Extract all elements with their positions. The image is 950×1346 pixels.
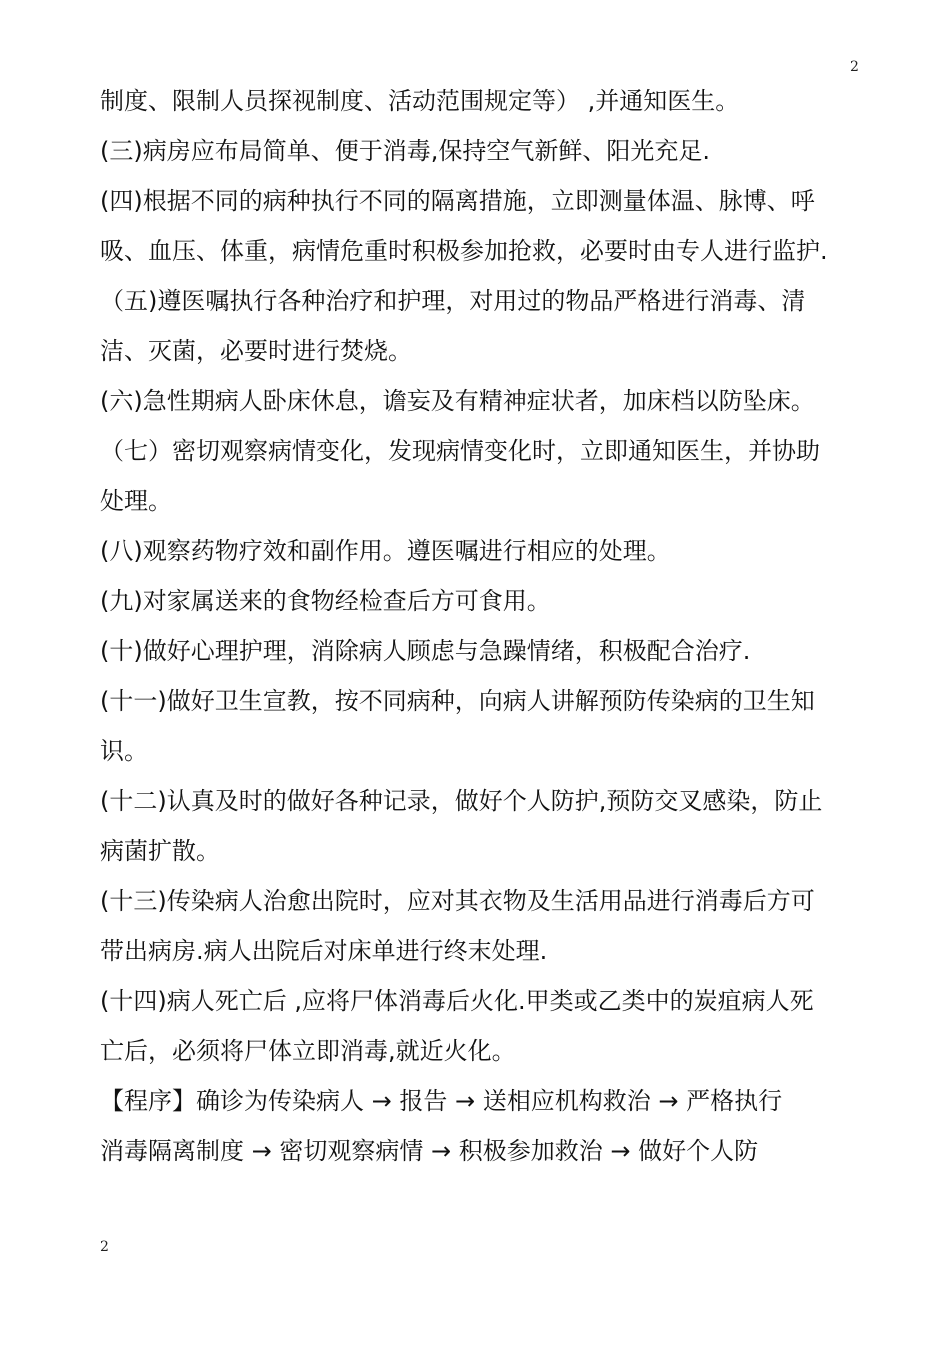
text-line: (十)做好心理护理，消除病人顾虑与急躁情绪，积极配合治疗.	[100, 637, 751, 665]
text-line: (十一)做好卫生宣教，按不同病种，向病人讲解预防传染病的卫生知	[100, 687, 815, 715]
text-line: (十三)传染病人治愈出院时，应对其衣物及生活用品进行消毒后方可	[100, 887, 815, 915]
text-line: （五)遵医嘱执行各种治疗和护理，对用过的物品严格进行消毒、清	[100, 287, 806, 315]
text-line: 亡后，必须将尸体立即消毒,就近火化。	[100, 1037, 516, 1065]
page-number-top: 2	[850, 59, 859, 75]
text-line: 带出病房.病人出院后对床单进行终末处理.	[100, 937, 548, 965]
page-number-bottom: 2	[100, 1239, 109, 1255]
text-line: (十四)病人死亡后 ,应将尸体消毒后火化.甲类或乙类中的炭疽病人死	[100, 987, 814, 1015]
text-line: (十二)认真及时的做好各种记录，做好个人防护,预防交叉感染，防止	[100, 787, 823, 815]
text-line: 制度、限制人员探视制度、活动范围规定等） ,并通知医生。	[100, 87, 740, 115]
text-line: (九)对家属送来的食物经检查后方可食用。	[100, 587, 551, 615]
procedure-line: 消毒隔离制度 → 密切观察病情 → 积极参加救治 → 做好个人防	[100, 1137, 759, 1165]
procedure-line: 【程序】确诊为传染病人 → 报告 → 送相应机构救治 → 严格执行	[100, 1087, 783, 1115]
text-line: 处理。	[100, 487, 172, 515]
text-line: 吸、血压、体重，病情危重时积极参加抢救，必要时由专人进行监护.	[100, 237, 828, 265]
text-line: 病菌扩散。	[100, 837, 220, 865]
text-line: (三)病房应布局简单、便于消毒,保持空气新鲜、阳光充足.	[100, 137, 710, 165]
text-line: （七）密切观察病情变化，发现病情变化时，立即通知医生，并协助	[100, 437, 820, 465]
text-line: (八)观察药物疗效和副作用。遵医嘱进行相应的处理。	[100, 537, 671, 565]
text-line: 洁、灭菌，必要时进行焚烧。	[100, 337, 412, 365]
document-body	[100, 76, 870, 1176]
text-line: (六)急性期病人卧床休息，谵妄及有精神症状者，加床档以防坠床。	[100, 387, 815, 415]
text-line: (四)根据不同的病种执行不同的隔离措施，立即测量体温、脉博、呼	[100, 187, 815, 215]
text-line: 识。	[100, 737, 148, 765]
